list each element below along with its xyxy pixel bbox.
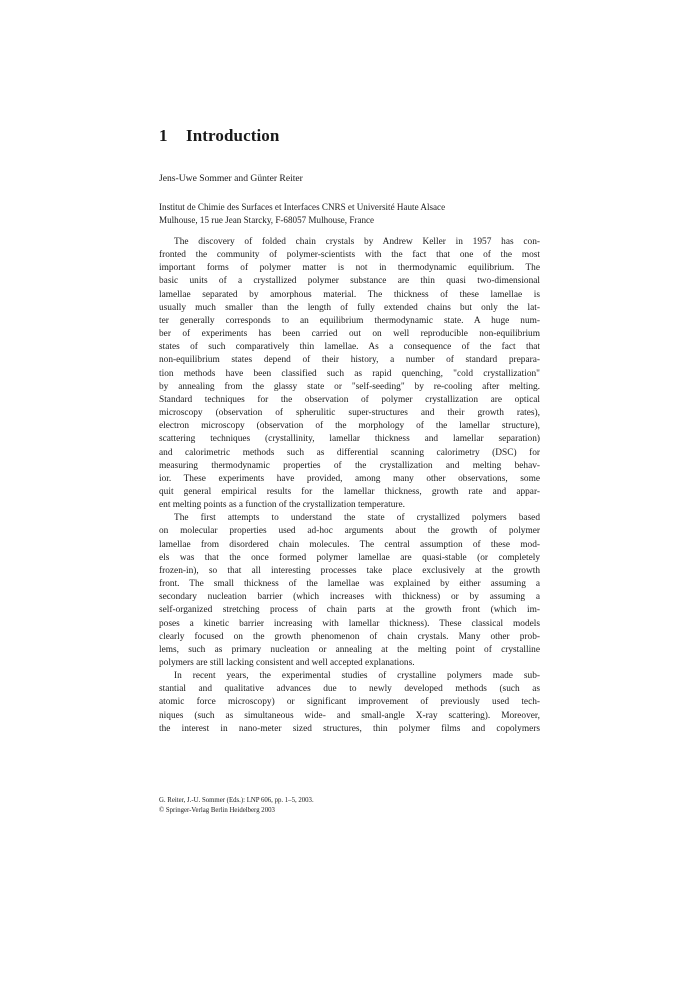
text-line: In recent years, the experimental studies of crystalline polymers made sub- bbox=[174, 671, 540, 682]
text-line: basic units of a crystallized polymer substance are thin quasi two-dimensional bbox=[159, 276, 540, 287]
text-line: by annealing from the glassy state or "self-seeding" by re-cooling after melting. bbox=[159, 381, 540, 392]
copyright-footer bbox=[159, 796, 314, 815]
text-line: ent melting points as a function of the crystallization temperature. bbox=[159, 500, 405, 511]
body-text bbox=[159, 236, 540, 736]
text-line: niques (such as simultaneous wide- and small-angle X-ray scattering). Moreover, bbox=[159, 710, 540, 721]
chapter-title: Introduction bbox=[186, 126, 280, 145]
text-line: microscopy (observation of spherulitic super-structures and their growth rates), bbox=[159, 408, 540, 419]
paragraph bbox=[159, 236, 540, 512]
text-line: fronted the community of polymer-scientists with the fact that one of the most bbox=[159, 250, 540, 261]
text-line: scattering techniques (crystallinity, lamellar thickness and lamellar separation) bbox=[159, 434, 540, 445]
text-line: on molecular properties used ad-hoc arguments about the growth of polymer bbox=[159, 526, 540, 537]
text-line: els was that the once formed polymer lamellae are quasi-stable (or completely bbox=[159, 552, 540, 563]
text-line: quit general empirical results for the lamellar thickness, growth rate and appar- bbox=[159, 486, 540, 497]
text-line: electron microscopy (observation of the morphology of the lamellar structure), bbox=[159, 421, 540, 432]
text-line: the interest in nano-meter sized structures, thin polymer films and copolymers bbox=[159, 723, 540, 734]
text-line: ter generally corresponds to an equilibrium thermodynamic state. A huge num- bbox=[159, 315, 540, 326]
text-line: lamellae from disordered chain molecules. The central assumption of these mod- bbox=[159, 539, 540, 550]
affiliation bbox=[159, 201, 539, 226]
text-line: self-organized stretching process of chain parts at the growth front (which im- bbox=[159, 605, 540, 616]
text-line: and calorimetric methods such as differential scanning calorimetry (DSC) for bbox=[159, 447, 540, 458]
text-line: stantial and qualitative advances due to newly developed methods (such as bbox=[159, 684, 540, 695]
text-line: lamellae separated by amorphous material. The thickness of these lamellae is bbox=[159, 289, 540, 300]
authors: Jens-Uwe Sommer and Günter Reiter bbox=[159, 173, 303, 184]
text-line: usually much smaller than the length of fully extended chains but only the lat- bbox=[159, 302, 540, 313]
text-line: front. The small thickness of the lamellae was explained by either assuming a bbox=[159, 579, 540, 590]
text-line: ber of experiments has been carried out on well reproducible non-equilibrium bbox=[159, 329, 540, 340]
text-line: measuring thermodynamic properties of the crystallization and melting behav- bbox=[159, 460, 540, 471]
text-line: important forms of polymer matter is not in thermodynamic equilibrium. The bbox=[159, 263, 540, 274]
text-line: poses a kinetic barrier increasing with lamellar thickness). These classical models bbox=[159, 618, 540, 629]
text-line: secondary nucleation barrier (which increases with thickness) or by assuming a bbox=[159, 592, 540, 603]
text-line: lems, such as primary nucleation or annealing at the melting point of crystalline bbox=[159, 644, 540, 655]
text-line: The discovery of folded chain crystals by Andrew Keller in 1957 has con- bbox=[174, 237, 540, 247]
chapter-number: 1 bbox=[159, 126, 168, 145]
text-line: Standard techniques for the observation of polymer crystallization are optical bbox=[159, 394, 540, 405]
chapter-heading bbox=[159, 126, 279, 146]
affiliation-line: Mulhouse, 15 rue Jean Starcky, F-68057 Mulhouse, France bbox=[159, 214, 375, 225]
text-line: frozen-in), so that all interesting processes take place exclusively at the growth bbox=[159, 565, 540, 576]
text-line: non-equilibrium states depend of their history, a number of standard prepara- bbox=[159, 355, 540, 366]
text-line: clearly focused on the growth phenomenon of chain crystals. Many other prob- bbox=[159, 631, 540, 642]
citation-line: G. Reiter, J.-U. Sommer (Eds.): LNP 606, pp. 1–5, 2003. bbox=[159, 797, 314, 804]
text-line: polymers are still lacking consistent and well accepted explanations. bbox=[159, 658, 415, 668]
paragraph bbox=[159, 512, 540, 670]
paragraph bbox=[159, 670, 540, 736]
affiliation-line: Institut de Chimie des Surfaces et Interfaces CNRS et Université Haute Alsace bbox=[159, 202, 446, 212]
copyright-line: © Springer-Verlag Berlin Heidelberg 2003 bbox=[159, 806, 275, 814]
text-line: atomic force microscopy) or significant improvement of previously used tech- bbox=[159, 697, 540, 708]
text-line: tion methods have been classified such as rapid quenching, "cold crystallization" bbox=[159, 368, 540, 379]
text-line: The first attempts to understand the state of crystallized polymers based bbox=[174, 513, 540, 524]
text-line: states of such comparatively thin lamellae. As a consequence of the fact that bbox=[159, 342, 540, 353]
text-line: ior. These experiments have provided, among many other observations, some bbox=[159, 473, 540, 484]
